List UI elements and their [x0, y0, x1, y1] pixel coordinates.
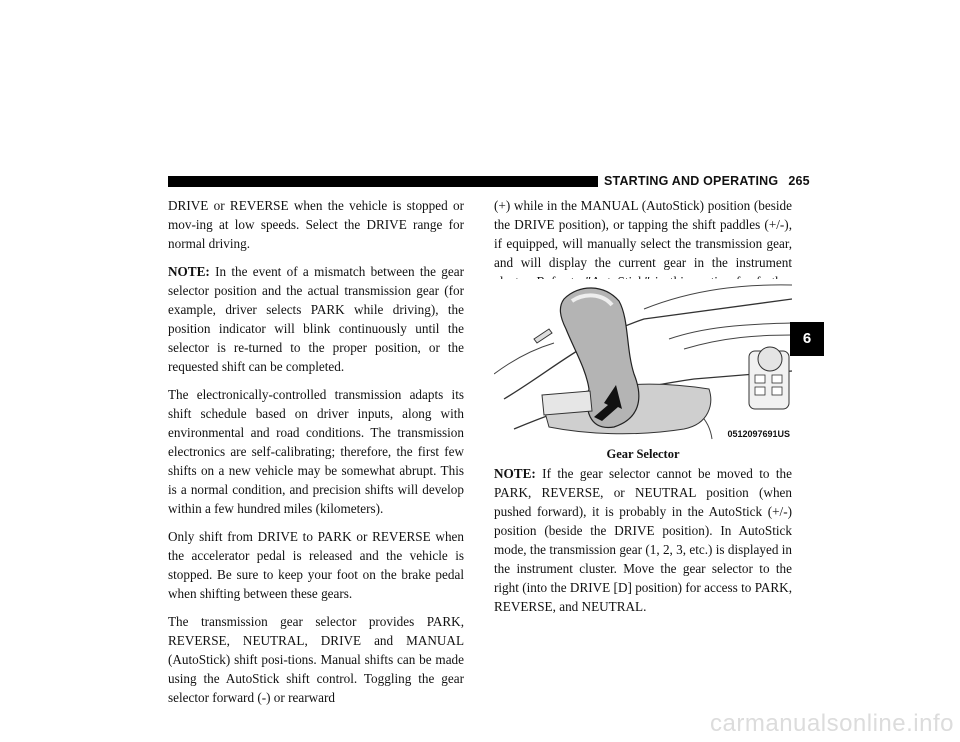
- header-rule: [168, 176, 598, 187]
- left-column: [168, 196, 464, 716]
- note-label: NOTE:: [168, 264, 210, 279]
- paragraph: The transmission gear selector provides PARK, REVERSE, NEUTRAL, DRIVE and MANUAL (AutoStick) shift posi-tions. Manual shifts can be made using the AutoStick shift control. Toggling the gear selector forward (-) or rearward: [168, 614, 464, 705]
- note-text: In the event of a mismatch between the gear selector position and the actual transmission gear (for example, driver selects PARK while driving), the position indicator will blink continuously until the selector is re-turned to the proper position, or the requested shift can be completed.: [168, 264, 464, 374]
- figure-code: 0512097691US: [727, 429, 790, 439]
- paragraph: DRIVE or REVERSE when the vehicle is stopped or mov-ing at low speeds. Select the DRIVE range for normal driving.: [168, 198, 464, 251]
- right-column-bottom: [494, 464, 792, 625]
- chapter-tab: 6: [790, 322, 824, 356]
- figure-caption: Gear Selector: [606, 447, 680, 461]
- running-header: [604, 173, 810, 189]
- note-text: If the gear selector cannot be moved to the PARK, REVERSE, or NEUTRAL position (when pushed forward), it is probably in the AutoStick (+/-) position (beside the DRIVE position). In AutoStick mode, the transmission gear (1, 2, 3, etc.) is displayed in the instrument cluster. Move the gear selector to the right (into the DRIVE [D] position) for access to PARK, REVERSE, and NEUTRAL.: [494, 466, 792, 614]
- note-paragraph: [168, 262, 464, 376]
- watermark: carmanualsonline.info: [710, 710, 954, 737]
- section-title: STARTING AND OPERATING: [604, 174, 779, 188]
- note-paragraph: [494, 464, 792, 616]
- note-label: NOTE:: [494, 466, 536, 481]
- paragraph: Only shift from DRIVE to PARK or REVERSE when the accelerator pedal is released and the vehicle is stopped. Be sure to keep your foot on the brake pedal when shifting between these gears.: [168, 529, 464, 601]
- gear-selector-figure: [494, 279, 792, 442]
- gear-selector-illustration: [494, 279, 792, 442]
- paragraph: The electronically-controlled transmission adapts its shift schedule based on driver inputs, along with environmental and road conditions. The transmission electronics are self-calibrating; therefore, the first few shifts on a new vehicle may be somewhat abrupt. This is a normal condition, and precision shifts will develop within a few hundred miles (kilometers).: [168, 387, 464, 516]
- page-number: 265: [788, 174, 810, 188]
- paragraph: (+) while in the MANUAL (AutoStick) position (beside the DRIVE position), or tapping the shift paddles (+/-), if equipped, will manually select the transmission gear, and will display the current gear in the instrument: [494, 198, 792, 270]
